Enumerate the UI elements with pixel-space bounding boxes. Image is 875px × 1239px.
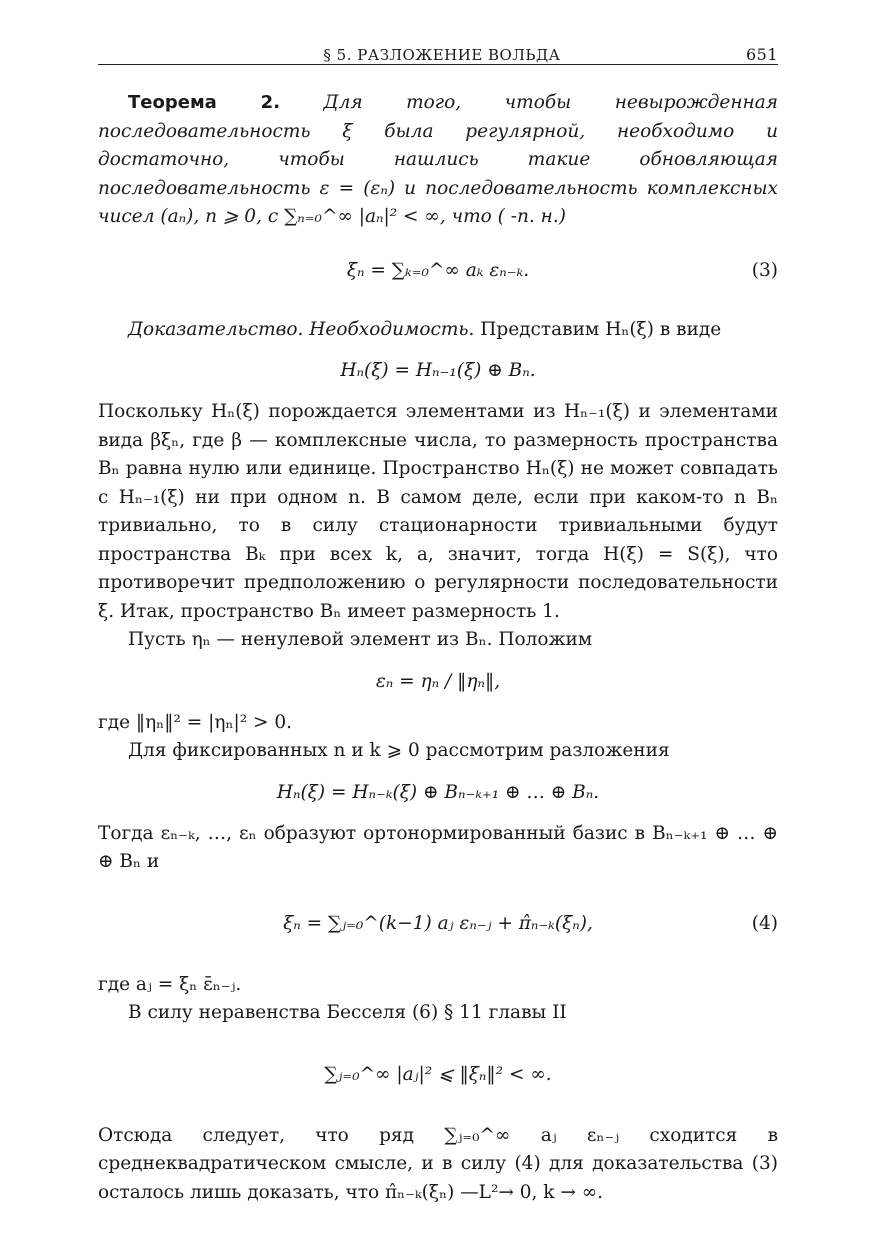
theorem-text: Для того, чтобы невырожденная последовательность ξ была регулярной, необходимо и достаточно, чтобы нашлись такие обновляющая последовательность ε = (εₙ) и последовательность комплексных чисел (aₙ), n ⩾ 0, с ∑ₙ₌₀^∞ |aₙ|² < ∞, что ( -п. н.) (98, 92, 778, 227)
proof-paragraph-6: где aⱼ = ξₙ ε̄ₙ₋ⱼ. (98, 973, 242, 995)
equation-epsilon-formula: εₙ = ηₙ / ‖ηₙ‖, (375, 670, 501, 692)
book-page (98, 30, 778, 1207)
proof-paragraph-2: Пусть ηₙ — ненулевой элемент из Bₙ. Положим (128, 629, 593, 650)
proof-paragraph-8: Отсюда следует, что ряд ∑ⱼ₌₀^∞ aⱼ εₙ₋ⱼ сходится в среднеквадратическом смысле, и в силу (4) для доказательства (3) осталось лишь доказать, что π̂ₙ₋ₖ(ξₙ) —L²→ 0, k → ∞. (98, 1124, 778, 1203)
proof-paragraph-1: Поскольку Hₙ(ξ) порождается элементами из Hₙ₋₁(ξ) и элементами вида βξₙ, где β — комплексные числа, то размерность пространства Bₙ равна нулю или единице. Пространство Hₙ(ξ) не может совпадать с Hₙ₋₁(ξ) ни при одном n. В самом деле, если при каком-то n Bₙ тривиально, то в силу стационарности тривиальными будут пространства Bₖ при всех k, а, значит, тогда H(ξ) = S(ξ), что противоречит предположению о регулярности последовательности ξ. Итак, пространство Bₙ имеет размерность 1. (98, 401, 778, 622)
proof-paragraph-4: Для фиксированных n и k ⩾ 0 рассмотрим разложения (128, 740, 670, 761)
page-body (98, 89, 778, 1207)
theorem-label: Теорема 2. (128, 92, 281, 113)
equation-decomposition-2 (98, 776, 778, 810)
section-title: § 5. РАЗЛОЖЕНИЕ ВОЛЬДА (323, 46, 561, 64)
equation-4-label: (4) (751, 912, 778, 934)
equation-decomposition-formula: Hₙ(ξ) = Hₙ₋₁(ξ) ⊕ Bₙ. (340, 360, 536, 381)
equation-4-formula: ξₙ = ∑ⱼ₌₀^(k−1) aⱼ εₙ₋ⱼ + π̂ₙ₋ₖ(ξₙ), (283, 912, 593, 934)
running-header (98, 30, 778, 65)
proof-intro (98, 316, 778, 345)
proof-heading: Доказательство. Необходимость. (128, 318, 475, 340)
page-number: 651 (745, 45, 778, 64)
proof-intro-text: Представим Hₙ(ξ) в виде (480, 318, 722, 340)
equation-bessel (98, 1038, 778, 1112)
equation-4 (98, 887, 778, 961)
proof-paragraph-7: В силу неравенства Бесселя (6) § 11 главы II (128, 1002, 567, 1023)
equation-decomposition (98, 354, 778, 388)
equation-epsilon (98, 665, 778, 699)
proof-paragraph-3: где ‖ηₙ‖² = |ηₙ|² > 0. (98, 711, 293, 733)
theorem-statement (98, 89, 778, 232)
equation-3-label: (3) (751, 259, 778, 281)
equation-decomposition-2-formula: Hₙ(ξ) = Hₙ₋ₖ(ξ) ⊕ Bₙ₋ₖ₊₁ ⊕ … ⊕ Bₙ. (276, 781, 600, 803)
equation-3 (98, 242, 778, 300)
equation-3-formula: ξₙ = ∑ₖ₌₀^∞ aₖ εₙ₋ₖ. (346, 259, 530, 281)
proof-paragraph-5: Тогда εₙ₋ₖ, …, εₙ образуют ортонормированный базис в Bₙ₋ₖ₊₁ ⊕ … ⊕ ⊕ Bₙ и (98, 822, 778, 872)
equation-bessel-formula: ∑ⱼ₌₀^∞ |aⱼ|² ⩽ ‖ξₙ‖² < ∞. (324, 1063, 552, 1085)
